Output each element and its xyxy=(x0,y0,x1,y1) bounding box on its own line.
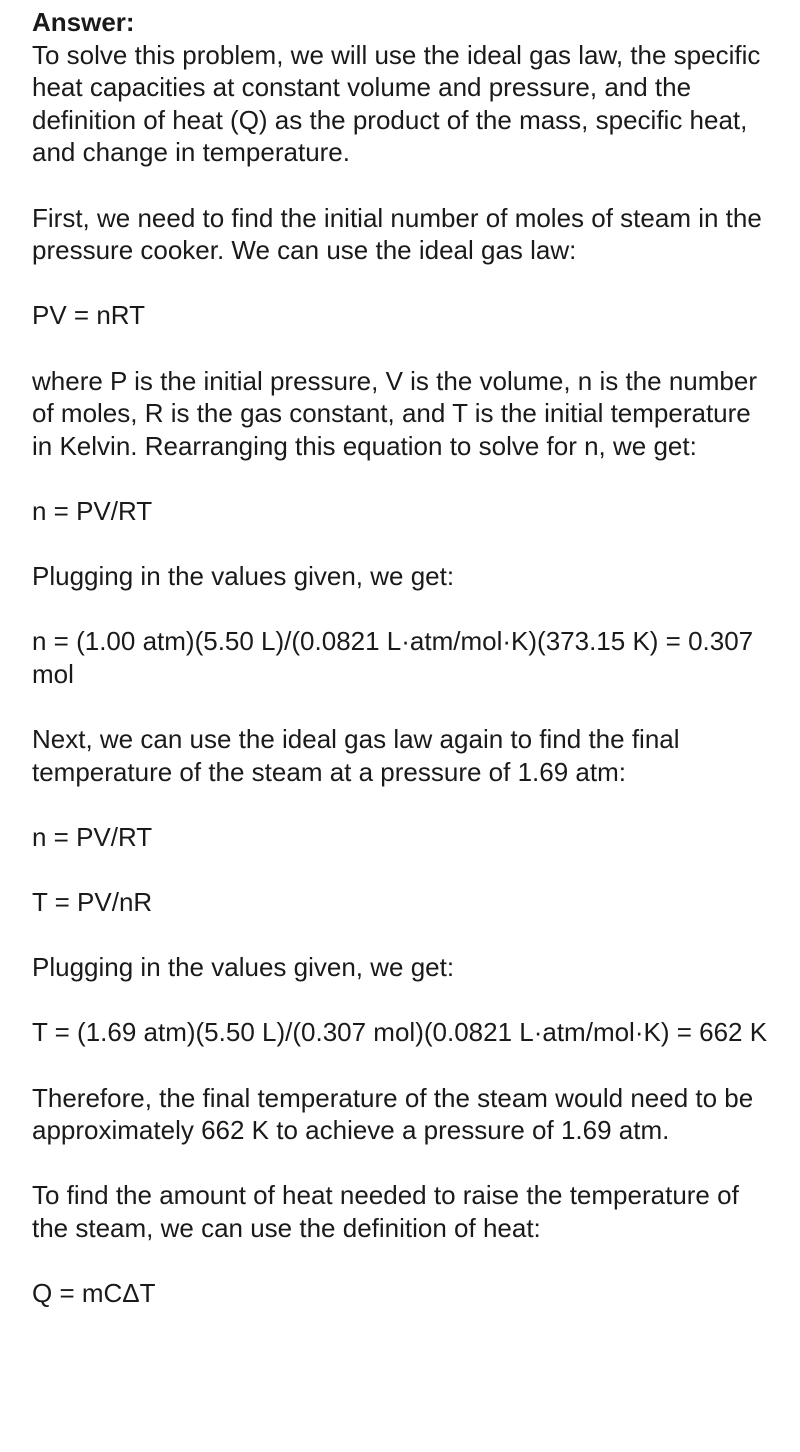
moles-equation: n = PV/RT xyxy=(32,495,153,526)
moles-equation-repeat: n = PV/RT xyxy=(32,821,153,852)
plugging-values-paragraph: Plugging in the values given, we get: xyxy=(32,561,455,592)
final-temperature-intro-paragraph: Next, we can use the ideal gas law again to find the final temperature of the steam at a pressure of 1.69 atm: xyxy=(32,724,680,787)
answer-heading: Answer: xyxy=(32,7,135,37)
heat-intro-paragraph: To find the amount of heat needed to raise the temperature of the steam, we can use the definition of heat: xyxy=(32,1180,739,1243)
variables-explanation-paragraph: where P is the initial pressure, V is the volume, n is the number of moles, R is the gas constant, and T is the initial temperature in Kelvin. Rearranging this equation to solve for n, we get: xyxy=(32,365,757,461)
ideal-gas-equation: PV = nRT xyxy=(32,300,145,331)
moles-calculation: n = (1.00 atm)(5.50 L)/(0.0821 L·atm/mol·K)(373.15 K) = 0.307 mol xyxy=(32,626,754,689)
moles-intro-paragraph: First, we need to find the initial number of moles of steam in the pressure cooker. We can use the ideal gas law: xyxy=(32,202,762,266)
temperature-conclusion-paragraph: Therefore, the final temperature of the steam would need to be approximately 662 K to achieve a pressure of 1.69 atm. xyxy=(32,1082,754,1146)
answer-document xyxy=(32,6,772,1342)
temperature-equation: T = PV/nR xyxy=(32,887,153,918)
heat-equation: Q = mCΔT xyxy=(32,1278,156,1309)
intro-paragraph: To solve this problem, we will use the ideal gas law, the specific heat capacities at constant volume and pressure, and the definition of heat (Q) as the product of the mass, specific heat, and change in temperature. xyxy=(32,39,761,168)
plugging-values-paragraph-2: Plugging in the values given, we get: xyxy=(32,952,455,983)
temperature-calculation: T = (1.69 atm)(5.50 L)/(0.307 mol)(0.0821 L·atm/mol·K) = 662 K xyxy=(32,1017,768,1048)
